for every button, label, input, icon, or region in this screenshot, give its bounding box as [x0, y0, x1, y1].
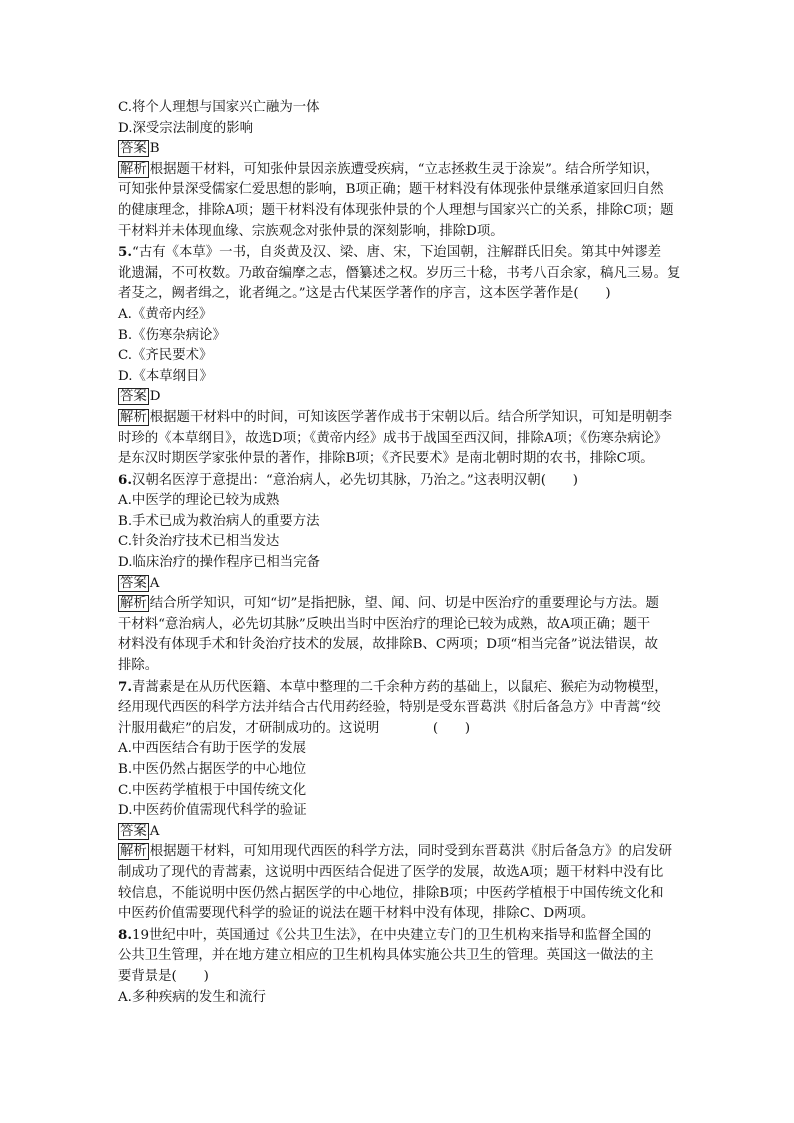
text-line [118, 512, 688, 533]
answer-tag: 答案 [120, 389, 147, 405]
text-line [118, 449, 688, 470]
line-text: D.临床治疗的操作程序已相当完备 [118, 555, 320, 571]
line-text: “古有《本草》一书，自炎黄及汉、梁、唐、宋，下迨国朝，注解群氏旧矣。第其中舛谬差 [131, 245, 662, 261]
line-text: 经用现代西医的科学方法并结合古代用药经验，特别是受东晋葛洪《肘后备急方》中青蒿“绞 [118, 700, 661, 716]
analysis-tag: 解析 [120, 844, 147, 860]
analysis-tag: 解析 [120, 596, 147, 612]
text-line [118, 284, 688, 305]
answer-tag: 答案 [120, 575, 147, 591]
line-text: 排除。 [118, 658, 159, 674]
text-line [118, 429, 688, 450]
line-text: 干材料并未体现血缘、宗族观念对张仲景的深刻影响，排除D项。 [118, 223, 504, 239]
line-text: 是东汉时期医学家张仲景的著作，排除B项；《齐民要术》是南北朝时期的农书，排除C项。 [118, 451, 654, 467]
text-line [118, 574, 688, 595]
answer-tag: 答案 [120, 823, 147, 839]
line-text: B.手术已成为救治病人的重要方法 [118, 513, 320, 529]
line-text: 根据题干材料，可知用现代西医的科学方法，同时受到东晋葛洪《肘后备急方》的启发研 [149, 844, 673, 860]
text-line [118, 719, 688, 740]
line-text: A.《黄帝内经》 [118, 306, 213, 322]
text-line [118, 98, 688, 119]
line-text: 汁服用截疟”的启发，才研制成功的。这说明 ( ) [118, 720, 471, 736]
line-text: 根据题干材料中的时间，可知该医学著作成书于宋朝以后。结合所学知识，可知是明朝李 [149, 409, 673, 425]
line-text: 根据题干材料，可知张仲景因亲族遭受疾病，“立志拯救生灵于涂炭”。结合所学知识， [149, 161, 659, 177]
line-text: C.将个人理想与国家兴亡融为一体 [118, 100, 320, 115]
line-text: 19世纪中叶，英国通过《公共卫生法》，在中央建立专门的卫生机构来指导和监督全国的 [131, 927, 652, 943]
text-line [118, 160, 688, 181]
text-line [118, 904, 688, 925]
line-text: C.针灸治疗技术已相当发达 [118, 534, 280, 550]
line-text: D.《本草纲目》 [118, 368, 213, 384]
line-text: A.中西医结合有助于医学的发展 [118, 741, 307, 757]
text-line [118, 822, 688, 843]
line-text: A.中医学的理论已较为成熟 [118, 493, 280, 509]
line-text: 制成功了现代的青蒿素，这说明中西医结合促进了医学的发展，故选A项；题干材料中没有比 [118, 864, 664, 880]
line-text: B.《伤寒杂病论》 [118, 327, 226, 343]
text-line [118, 594, 688, 615]
text-line [118, 988, 688, 1009]
text-line [118, 201, 688, 222]
line-text: 青蒿素是在从历代医籍、本草中整理的二千余种方药的基础上，以鼠疟、猴疟为动物模型， [131, 679, 668, 695]
text-line [118, 264, 688, 285]
text-line [118, 180, 688, 201]
text-line [118, 242, 688, 264]
document-page [118, 98, 688, 1008]
line-text: D.中医药价值需现代科学的验证 [118, 803, 307, 819]
question-number: 8. [118, 926, 132, 943]
text-line [118, 346, 688, 367]
line-text: 要背景是( ) [118, 968, 209, 984]
text-line [118, 842, 688, 863]
line-text: 干材料“意治病人，必先切其脉”反映出当时中医治疗的理论已较为成熟，故A项正确；题干 [118, 616, 651, 632]
text-line [118, 139, 688, 160]
line-text: A [149, 823, 160, 839]
line-text: 中医药价值需要现代科学的验证的说法在题干材料中没有体现，排除C、D两项。 [118, 906, 595, 922]
question-number: 7. [118, 678, 132, 695]
line-text: 材料没有体现手术和针灸治疗技术的发展，故排除B、C两项；D项“相当完备”说法错误，故 [118, 637, 658, 653]
line-text: 可知张仲景深受儒家仁爱思想的影响，B项正确；题干材料没有体现张仲景继承道家回归自然 [118, 182, 664, 198]
analysis-tag: 解析 [120, 161, 147, 177]
line-text: C.《齐民要术》 [118, 348, 213, 364]
line-text: B [149, 141, 160, 157]
text-line [118, 946, 688, 967]
line-text: C.中医药学植根于中国传统文化 [118, 782, 307, 798]
line-text: 者芟之，阙者缉之，讹者绳之。”这是古代某医学著作的序言，这本医学著作是( ) [118, 286, 611, 302]
text-line [118, 884, 688, 905]
line-text: A.多种疾病的发生和流行 [118, 989, 266, 1005]
line-text: A [149, 575, 160, 591]
line-text: D.深受宗法制度的影响 [118, 120, 254, 136]
text-line [118, 760, 688, 781]
analysis-tag: 解析 [120, 409, 147, 425]
text-line [118, 119, 688, 140]
text-line [118, 408, 688, 429]
question-number: 6. [118, 471, 132, 488]
line-text: 讹遗漏，不可枚数。乃敢奋编摩之志，僭纂述之权。岁历三十稔，书考八百余家，稿凡三易。复 [118, 265, 681, 281]
text-line [118, 739, 688, 760]
line-text: 较信息，不能说明中医仍然占据医学的中心地位，排除B项；中医药学植根于中国传统文化和 [118, 885, 664, 901]
text-line [118, 967, 688, 988]
text-line [118, 677, 688, 699]
answer-tag: 答案 [120, 141, 147, 157]
text-line [118, 781, 688, 802]
line-text: 公共卫生管理，并在地方建立相应的卫生机构具体实施公共卫生的管理。英国这一做法的主 [118, 948, 654, 964]
text-line [118, 470, 688, 492]
text-line [118, 326, 688, 347]
text-line [118, 635, 688, 656]
line-text: 汉朝名医淳于意提出：“意治病人，必先切其脉，乃治之。”这表明汉朝( ) [131, 472, 578, 488]
text-line [118, 801, 688, 822]
line-text: 时珍的《本草纲目》，故选D项；《黄帝内经》成书于战国至西汉间，排除A项；《伤寒杂病论》 [118, 430, 668, 446]
text-line [118, 222, 688, 243]
text-line [118, 491, 688, 512]
text-line [118, 553, 688, 574]
text-line [118, 656, 688, 677]
text-line [118, 532, 688, 553]
text-line [118, 925, 688, 947]
line-text: D [149, 389, 161, 405]
text-line [118, 387, 688, 408]
text-line [118, 367, 688, 388]
text-line [118, 305, 688, 326]
text-line [118, 698, 688, 719]
question-number: 5. [118, 244, 132, 261]
line-text: 的健康理念，排除A项；题干材料没有体现张仲景的个人理想与国家兴亡的关系，排除C项；题 [118, 202, 674, 218]
text-line [118, 863, 688, 884]
line-text: 结合所学知识，可知“切”是指把脉，望、闻、问、切是中医治疗的重要理论与方法。题 [149, 596, 659, 612]
text-line [118, 615, 688, 636]
line-text: B.中医仍然占据医学的中心地位 [118, 762, 307, 777]
